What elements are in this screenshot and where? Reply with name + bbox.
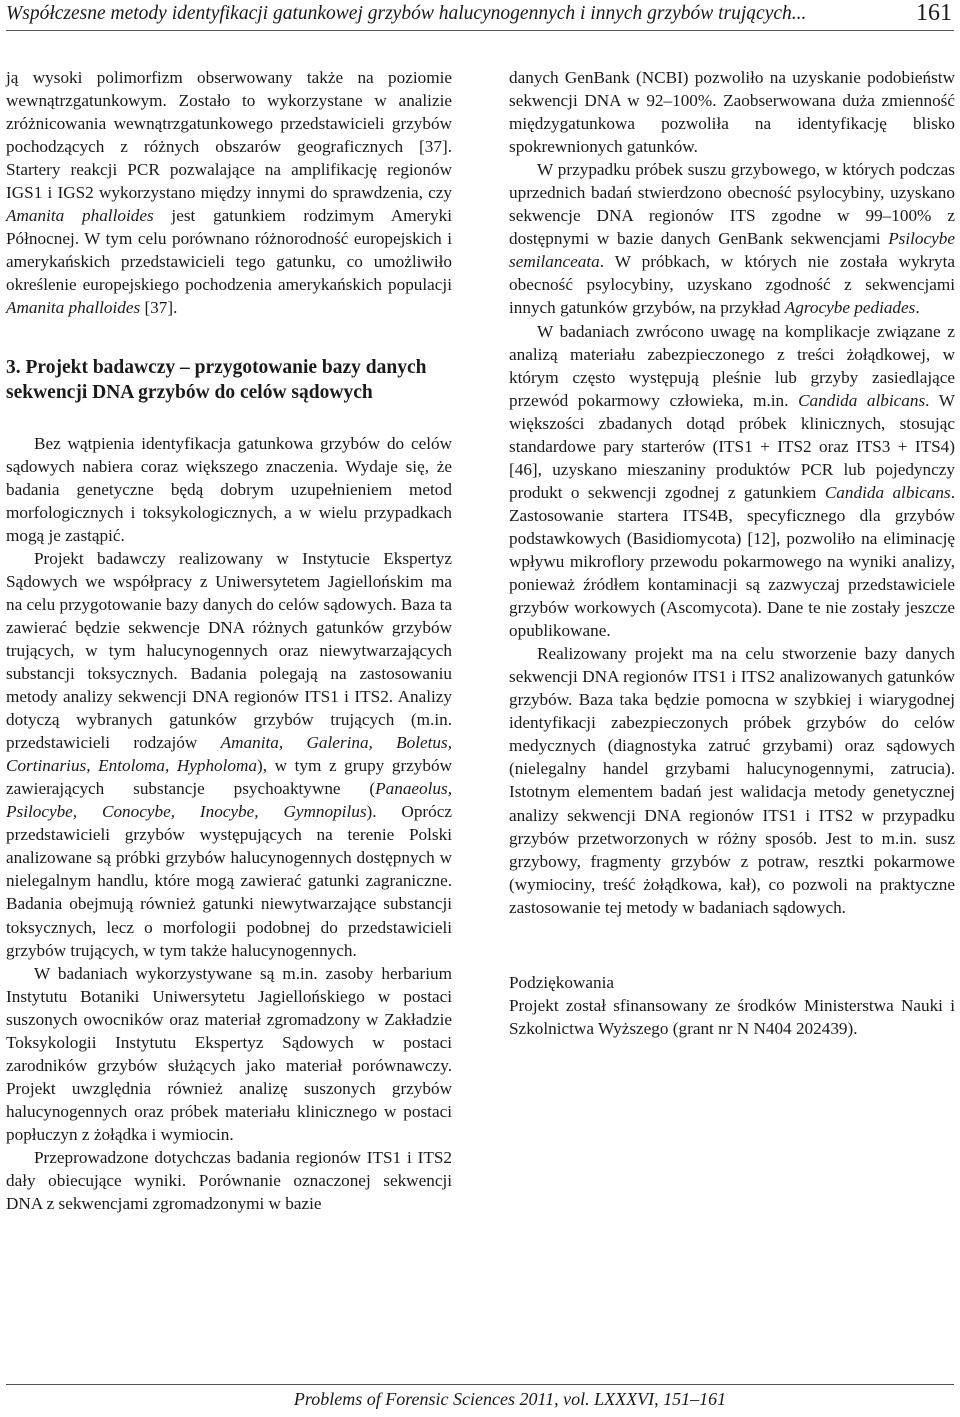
paragraph [509, 158, 955, 319]
section-title: Projekt badawczy – przygotowanie bazy danych sekwencji DNA grzybów do celów sądowych [6, 356, 427, 403]
left-column [6, 66, 452, 1215]
running-title: Współczesne metody identyfikacji gatunkowej grzybów halucynogennych i innych grzybów trujących... [6, 3, 807, 24]
species-name: Psilocybe semilanceata [509, 229, 955, 272]
text-run: . [915, 298, 920, 318]
page-number: 161 [916, 0, 952, 26]
journal-citation: Problems of Forensic Sciences 2011, vol. LXXXVI, 151–161 [293, 1389, 727, 1409]
paragraph [509, 320, 955, 643]
text-run: ją wysoki polimorfizm obserwowany także na poziomie wewnątrzgatunkowym. Zostało to wykorzystane w analizie zróżnicowania wewnątrzgatunkowego przedstawicieli grzybów pochodzących z różnych obszarów geograficznych [37]. Startery reakcji PCR pozwalające na amplifikację regionów IGS1 i IGS2 wykorzystano między innymi do sprawdzenia, czy [6, 68, 452, 203]
section-heading [6, 355, 452, 405]
text-run: . Zastosowanie startera ITS4B, specyficznego dla grzybów podstawkowych (Basidiomycota) [12], pozwoliło na eliminację wpływu mikroflory przewodu pokarmowego na wyniki analizy, ponieważ źródłem kontaminacji są zazwyczaj przedstawiciele grzybów workowych (Ascomycota). Dane te nie zostały jeszcze opublikowane. [509, 482, 956, 641]
text-run: Projekt badawczy realizowany w Instytucie Ekspertyz Sądowych we współpracy z Uniwersytetem Jagiellońskim ma na celu przygotowanie bazy danych do celów sądowych. Baza ta zawierać będzie sekwencje DNA różnych gatunków grzybów trujących, w tym halucynogennych oraz niewytwarzających substancji toksycznych. Badania polegają na zastosowaniu metody analizy sekwencji DNA regionów ITS1 i ITS2. Analizy dotyczą wybranych gatunków grzybów trujących (m.in. przedstawicieli rodzajów [6, 548, 452, 753]
text-run: . W większości zbadanych dotąd próbek klinicznych, stosując standardowe pary starterów (ITS1 + ITS2 oraz ITS3 + ITS4) [46], uzyskano mieszaniny produktów PCR lub pojedynczy produkt o sekwencji zgodnej z gatunkiem [509, 390, 955, 502]
right-column [509, 66, 955, 1040]
species-name: Candida albicans [798, 390, 926, 410]
text-run: W badaniach zwrócono uwagę na komplikacje związane z analizą materiału zabezpieczonego z treści żołądkowej, w którym często występują pleśnie lub grzyby zasiedlające przewód pokarmowy człowieka, m.in. [509, 321, 955, 410]
species-name: Candida albicans [824, 482, 951, 502]
species-name: Agrocybe pediades [784, 298, 916, 318]
species-name: Amanita phalloides [6, 298, 141, 318]
genus-list: Panaeolus, Psilocybe, Conocybe, Inocybe, Gymnopilus [6, 779, 452, 822]
acknowledgements-title: Podziękowania [509, 972, 615, 992]
species-name: Amanita phalloides [6, 206, 154, 226]
paragraph: Realizowany projekt ma na celu stworzenie bazy danych sekwencji DNA regionów ITS1 i ITS2 analizowanych gatunków grzybów. Baza taka będzie pomocna w szybkiej i wiarygodnej identyfikacji zabezpieczonych próbek grzybów do celów medycznych (diagnostyka zatruć grzybami) oraz sądowych (nielegalny handel grzybami halucynogennymi, zatrucia). Istotnym elementem badań jest walidacja metody genetycznej analizy sekwencji DNA regionów ITS1 i ITS2 w przypadku grzybów przetworzonych w różny sposób. Jest to m.in. susz grzybowy, fragmenty grzybów z potraw, resztki pokarmowe (wymiociny, treść żołądkowa, kał), co pozwoli na praktyczne zastosowanie tej metody w badaniach sądowych. [509, 644, 955, 917]
paragraph: W badaniach wykorzystywane są m.in. zasoby herbarium Instytutu Botaniki Uniwersytetu Jagiellońskiego w postaci suszonych owocników oraz materiał zgromadzony w Zakładzie Toksykologii Instytutu Ekspertyz Sądowych w postaci zarodników grzybów służących jako materiał porównawczy. Projekt uwzględnia również analizę suszonych grzybów halucynogennych oraz próbek materiału klinicznego w postaci popłuczyn z żołądka i wymiocin. [6, 963, 452, 1144]
paragraph-continuation [6, 66, 452, 320]
journal-footer [6, 1384, 954, 1410]
acknowledgements-text: Projekt został sfinansowany ze środków Ministerstwa Nauki i Szkolnictwa Wyższego (grant nr N N404 202439). [509, 995, 955, 1038]
paragraph-continuation: danych GenBank (NCBI) pozwoliło na uzyskanie podobieństw sekwencji DNA w 92–100%. Zaobserwowana duża zmienność międzygatunkowa pozwoliła na identyfikację blisko spokrewnionych gatunków. [509, 68, 955, 157]
text-run: W przypadku próbek suszu grzybowego, w których podczas uprzednich badań stwierdzono obecność psylocybiny, uzyskano sekwencje DNA regionów ITS zgodne w 99–100% z dostępnymi w bazie danych GenBank sekwencjami [509, 160, 955, 249]
section-number: 3. [6, 356, 21, 378]
text-run: . W próbkach, w których nie została wykryta obecność psylocybiny, uzyskano zgodność z sekwencjami innych gatunków grzybów, na przykład [509, 252, 955, 318]
running-header [6, 0, 954, 31]
genus-list: Amanita, Galerina, Boletus, Cortinarius, Entoloma, Hypholoma [6, 733, 453, 776]
text-run: ), w tym z grupy grzybów zawierających substancje psychoaktywne ( [6, 756, 452, 799]
paragraph: Bez wątpienia identyfikacja gatunkowa grzybów do celów sądowych nabiera coraz większego znaczenia. Wydaje się, że badania genetyczne będą dobrym uzupełnieniem metod morfologicznych i toksykologicznych, a w wielu przypadkach mogą je zastąpić. [6, 433, 452, 545]
paragraph: Przeprowadzone dotychczas badania regionów ITS1 i ITS2 dały obiecujące wyniki. Porównanie oznaczonej sekwencji DNA z sekwencjami zgromadzonymi w bazie [6, 1147, 452, 1214]
text-run: ). Oprócz przedstawicieli grzybów występujących na terenie Polski analizowane są próbki grzybów halucynogennych dostępnych w nielegalnym handlu, które mogą zawierać gatunki zagraniczne. Badania obejmują również gatunki niewytwarzające substancji toksycznych, lecz o morfologii podobnej do przedstawicieli grzybów trujących, w tym także halucynogennych. [6, 802, 452, 960]
text-run: [37]. [140, 298, 178, 318]
text-run: jest gatunkiem rodzimym Ameryki Północnej. W tym celu porównano różnorodność europejskich i amerykańskich przedstawicieli tego gatunku, co umożliwiło określenie europejskiego pochodzenia amerykańskich populacji [6, 206, 452, 295]
paragraph [6, 547, 452, 962]
